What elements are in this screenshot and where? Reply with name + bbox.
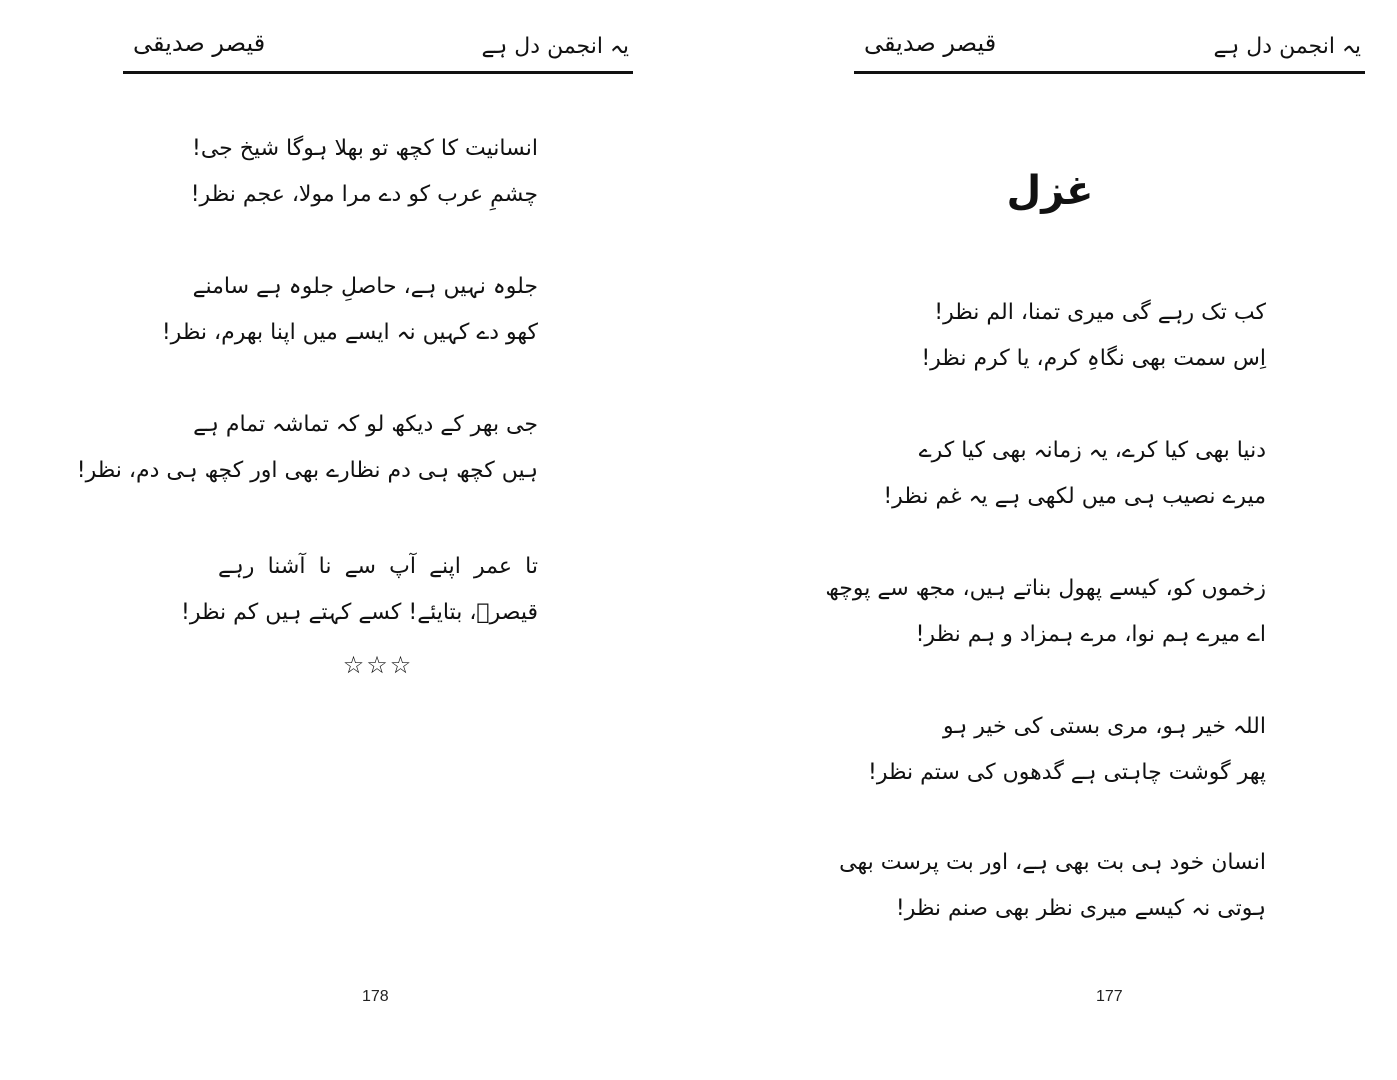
verse-line: ہوتی نہ کیسے میری نظر بھی صنم نظر! (895, 896, 1266, 921)
ghazal-heading: غزل (1006, 168, 1094, 214)
stanza (76, 402, 538, 494)
verse-line: دنیا بھی کیا کرے، یہ زمانہ بھی کیا کرے (918, 438, 1266, 463)
verse-line: قیصرؔ، بتایئے! کسے کہتے ہیں کم نظر! (181, 600, 538, 625)
page-number: 178 (362, 988, 389, 1005)
left-page (0, 0, 698, 1080)
verse-line: جلوہ نہیں ہے، حاصلِ جلوہ ہے سامنے (192, 274, 538, 299)
stanza (161, 264, 538, 356)
verse-line: ہیں کچھ ہی دم نظارے بھی اور کچھ ہی دم، نظر! (76, 458, 538, 483)
stanza (181, 544, 538, 636)
end-stars: ☆☆☆ (342, 651, 414, 679)
verse-line: چشمِ عرب کو دے مرا مولا، عجم نظر! (190, 182, 538, 207)
header-author: قیصر صدیقی (864, 29, 997, 57)
page-header (854, 20, 1365, 74)
stanza (883, 428, 1266, 520)
verse-line: انسان خود ہی بت بھی ہے، اور بت پرست بھی (839, 850, 1266, 875)
verse-line: میرے نصیب ہی میں لکھی ہے یہ غم نظر! (883, 484, 1266, 509)
header-book-title: یہ انجمن دل ہے (481, 34, 629, 59)
stanza (190, 126, 538, 218)
stanza (868, 704, 1266, 796)
verse-line: زخموں کو، کیسے پھول بناتے ہیں، مجھ سے پوچھ (825, 576, 1266, 601)
verse-line: تا عمر اپنے آپ سے نا آشنا رہے (218, 554, 538, 579)
verse-line: کب تک رہے گی میری تمنا، الم نظر! (934, 300, 1266, 325)
header-book-title: یہ انجمن دل ہے (1213, 34, 1361, 59)
stanza (825, 566, 1266, 658)
page-header (123, 20, 633, 74)
verse-line: انسانیت کا کچھ تو بھلا ہوگا شیخ جی! (192, 136, 538, 161)
verse-line: پھر گوشت چاہتی ہے گدھوں کی ستم نظر! (868, 760, 1266, 785)
verse-line: اِس سمت بھی نگاہِ کرم، یا کرم نظر! (921, 346, 1266, 371)
header-author: قیصر صدیقی (133, 29, 266, 57)
stanza (839, 840, 1266, 932)
verse-line: اللہ خیر ہو، مری بستی کی خیر ہو (943, 714, 1266, 739)
stanza (921, 290, 1266, 382)
verse-line: کھو دے کہیں نہ ایسے میں اپنا بھرم، نظر! (161, 320, 538, 345)
verse-line: جی بھر کے دیکھ لو کہ تماشہ تمام ہے (193, 412, 538, 437)
right-page (698, 0, 1397, 1080)
page-number: 177 (1096, 988, 1123, 1005)
verse-line: اے میرے ہم نوا، مرے ہمزاد و ہم نظر! (915, 622, 1266, 647)
